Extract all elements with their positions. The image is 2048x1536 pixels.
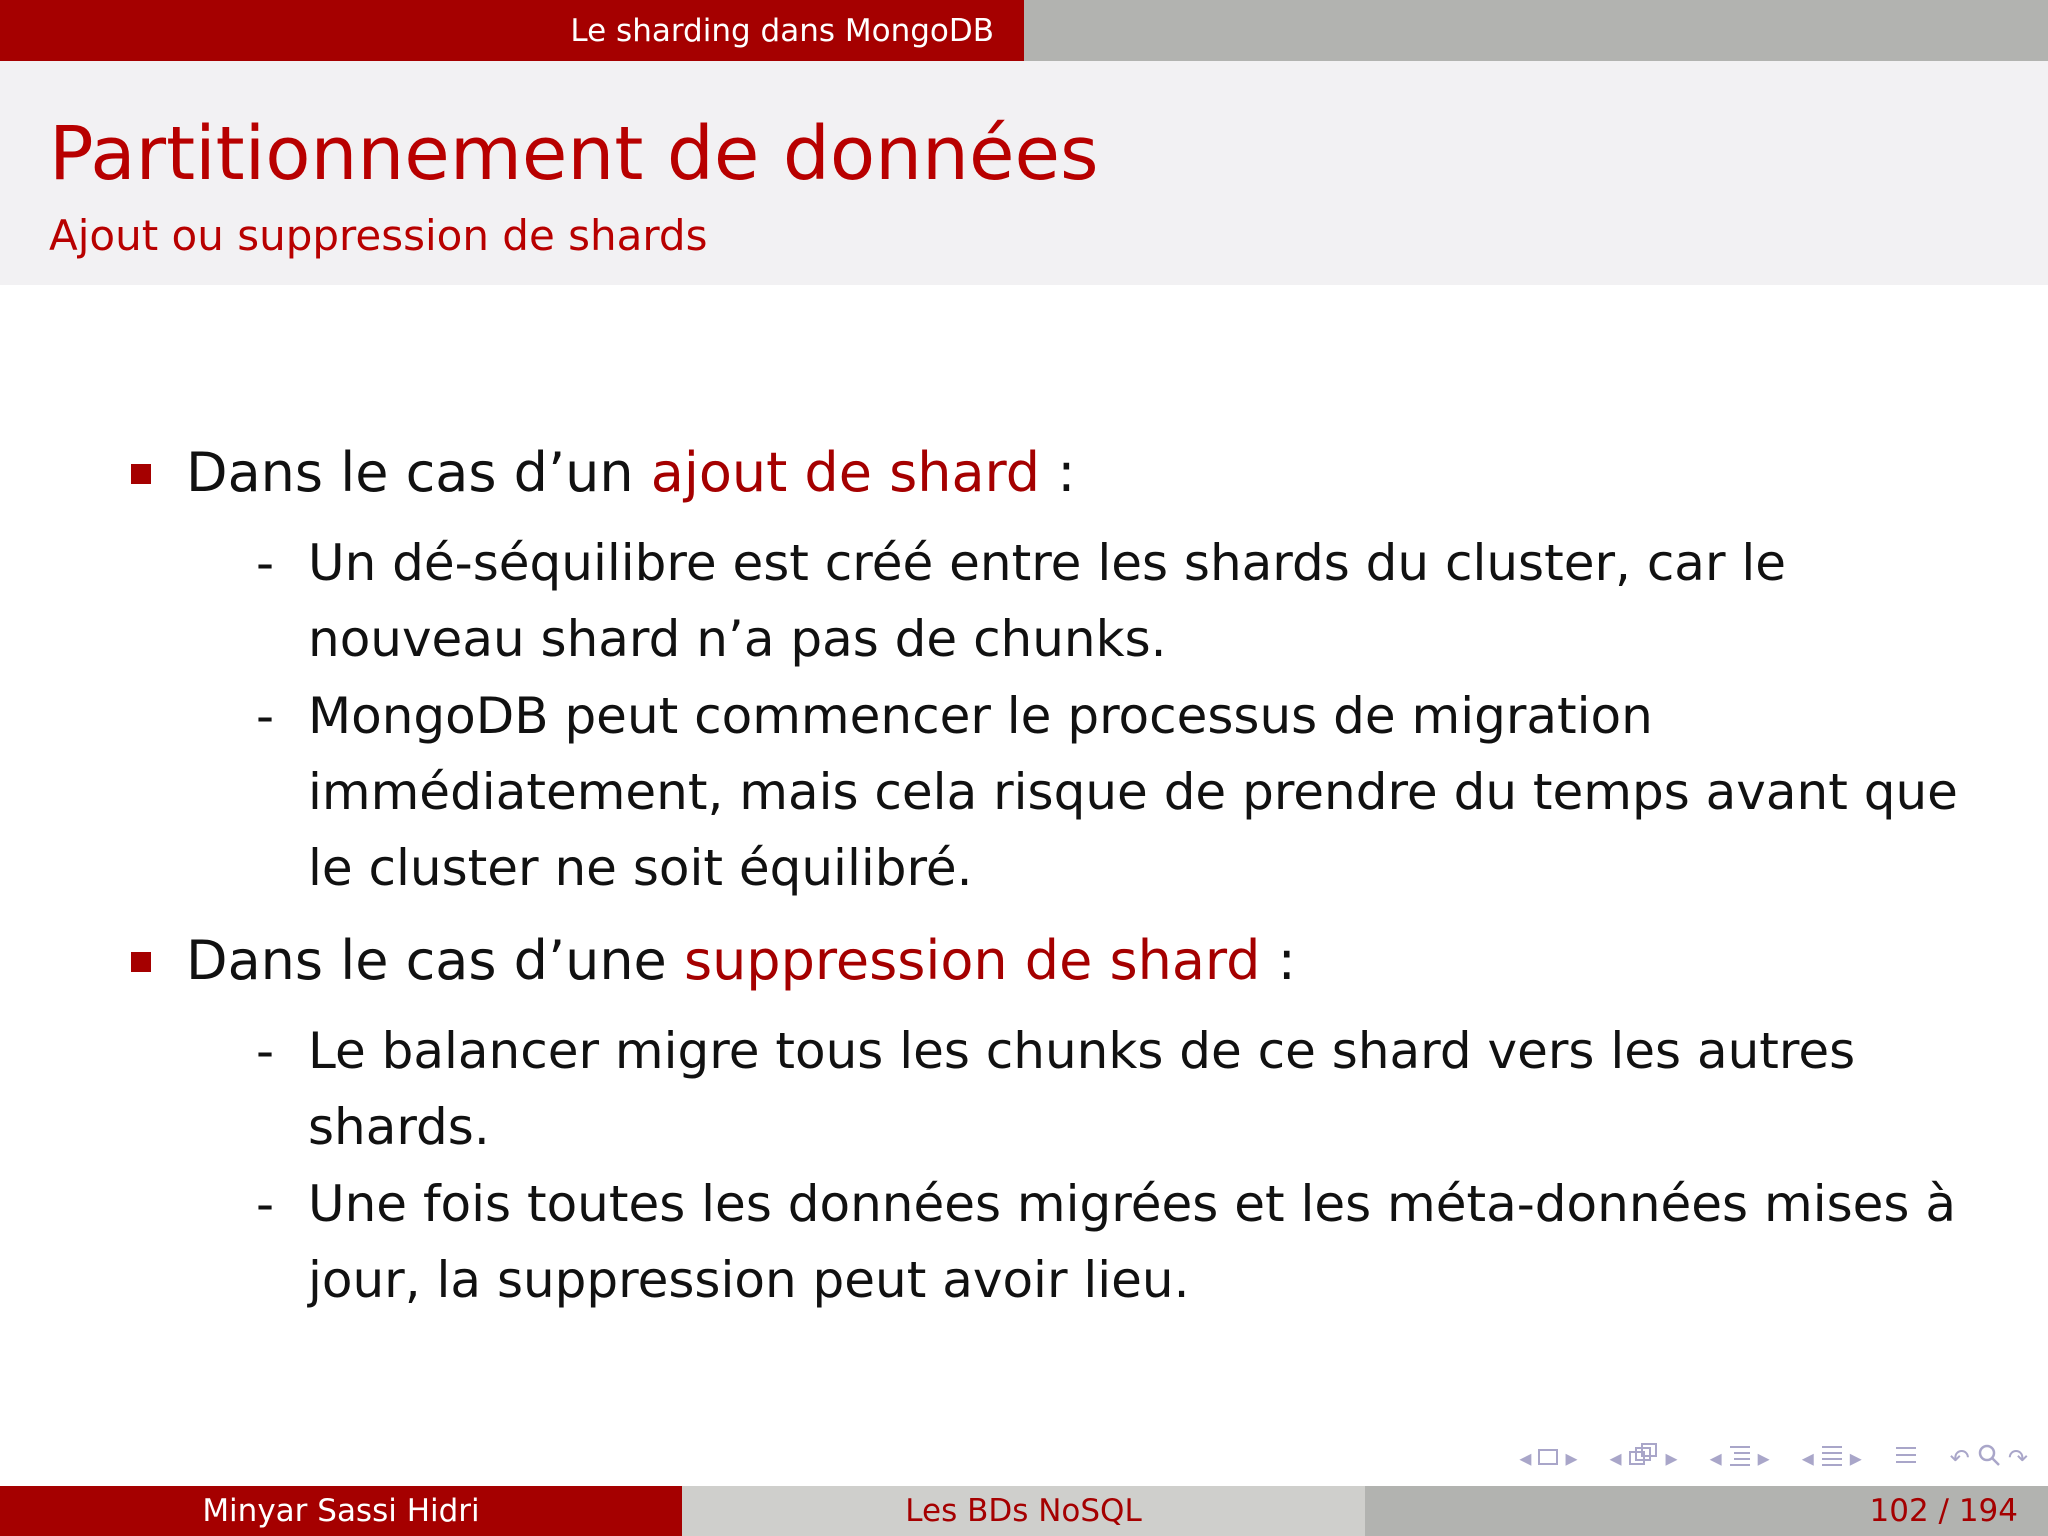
- sub-item-text: Un dé-séquilibre est créé entre les shards du cluster, car le nouveau shard n’a pas de chunks.: [308, 534, 1787, 668]
- footer-author: Minyar Sassi Hidri: [0, 1486, 682, 1536]
- subsection-icon[interactable]: [1728, 1443, 1752, 1473]
- bullet-prefix: Dans le cas d’une: [186, 929, 684, 992]
- frame-prev-icon[interactable]: ◂: [1609, 1444, 1622, 1472]
- document-nav: [1894, 1443, 1918, 1473]
- dash-marker: -: [256, 534, 275, 592]
- bullet-text: [186, 923, 1296, 999]
- dash-marker: -: [256, 1022, 275, 1080]
- headline-filler: [1024, 0, 2048, 61]
- footer-bar: [0, 1486, 2048, 1536]
- frame-next-icon[interactable]: ▸: [1665, 1444, 1678, 1472]
- bullet-square-icon: [131, 464, 151, 484]
- navigation-bar: [1501, 1440, 2028, 1476]
- bullet-suffix: :: [1260, 929, 1296, 992]
- slide-prev-icon[interactable]: ◂: [1519, 1444, 1532, 1472]
- subsection-next-icon[interactable]: ▸: [1757, 1444, 1770, 1472]
- slide-icon[interactable]: [1537, 1444, 1559, 1472]
- search-nav: [1950, 1442, 2028, 1474]
- subsection-prev-icon[interactable]: ◂: [1709, 1444, 1722, 1472]
- slide-nav: [1519, 1444, 1577, 1472]
- document-icon[interactable]: [1894, 1443, 1918, 1473]
- section-title[interactable]: Le sharding dans MongoDB: [0, 0, 1024, 61]
- frame-nav: [1610, 1443, 1678, 1473]
- dash-marker: -: [256, 1175, 275, 1233]
- bullet-highlight: ajout de shard: [650, 441, 1041, 504]
- bullet-highlight: suppression de shard: [683, 929, 1261, 992]
- slide-subtitle: Ajout ou suppression de shards: [49, 211, 708, 260]
- bullet-suffix: :: [1040, 441, 1076, 504]
- dash-marker: -: [256, 687, 275, 745]
- bullet-prefix: Dans le cas d’un: [186, 441, 651, 504]
- bullet-text: [186, 435, 1075, 511]
- sub-item-text: Une fois toutes les données migrées et les méta-données mises à jour, la suppression peut avoir lieu.: [308, 1175, 1956, 1309]
- section-next-icon[interactable]: ▸: [1849, 1444, 1862, 1472]
- subsection-nav: [1710, 1443, 1770, 1473]
- redo-icon[interactable]: ↷: [2007, 1444, 2028, 1472]
- headline-bar: [0, 0, 2048, 61]
- sub-item-text: MongoDB peut commencer le processus de migration immédiatement, mais cela risque de prendre du temps avant que le cluster ne soit équilibré.: [308, 687, 1958, 897]
- section-nav: [1802, 1443, 1862, 1473]
- section-prev-icon[interactable]: ◂: [1801, 1444, 1814, 1472]
- footer-page-number: 102 / 194: [1365, 1486, 2048, 1536]
- sub-item-text: Le balancer migre tous les chunks de ce shard vers les autres shards.: [308, 1022, 1856, 1156]
- section-icon[interactable]: [1820, 1443, 1844, 1473]
- search-icon[interactable]: [1976, 1442, 2002, 1474]
- slide-next-icon[interactable]: ▸: [1565, 1444, 1578, 1472]
- footer-title: Les BDs NoSQL: [682, 1486, 1365, 1536]
- frame-icon[interactable]: [1628, 1443, 1660, 1473]
- slide-title: Partitionnement de données: [49, 111, 1099, 197]
- bullet-square-icon: [131, 952, 151, 972]
- frame-title-block: [0, 61, 2048, 285]
- undo-icon[interactable]: ↶: [1949, 1444, 1970, 1472]
